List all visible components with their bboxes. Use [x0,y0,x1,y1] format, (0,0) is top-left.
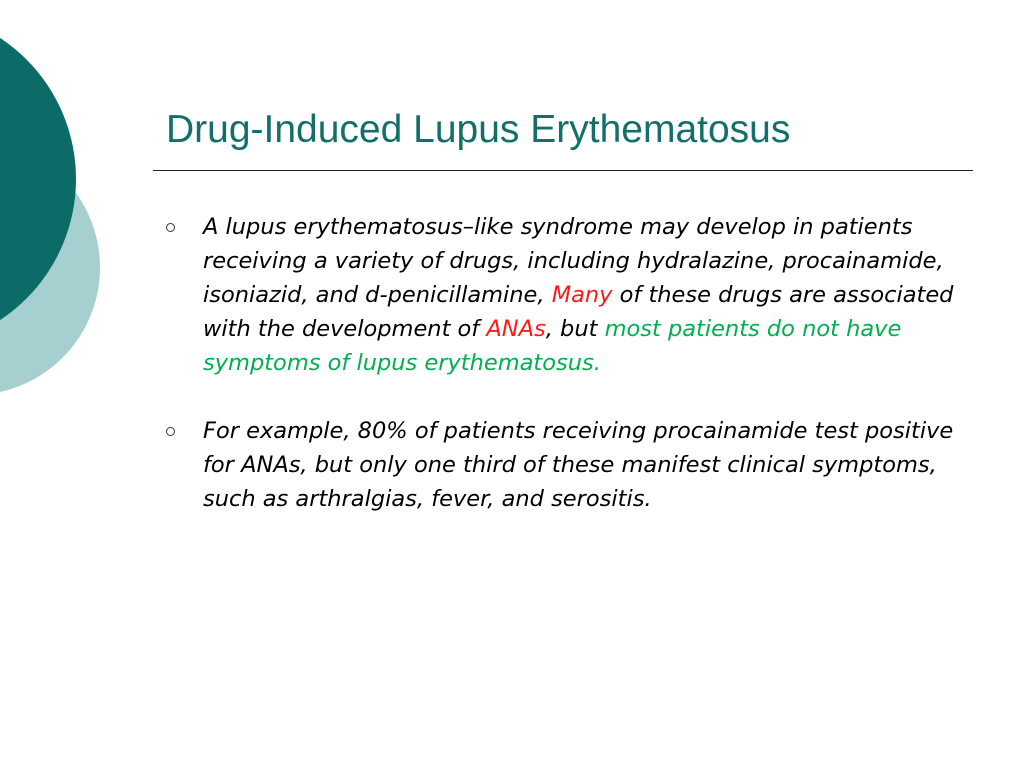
bullet-text: A lupus erythematosus–like syndrome may develop in patients receiving a variety of drugs, including hydralazine, procainamide, isoniazid, and d-penicillamine, [203,214,944,308]
bullet-text: For example, 80% of patients receiving procainamide test positive for ANAs, but only one third of these manifest clinical symptoms, such as arthralgias, fever, and serositis. [203,418,954,512]
bullet-item [160,210,960,380]
bullet-item [160,414,960,516]
title-divider [153,170,973,171]
slide-title: Drug-Induced Lupus Erythematosus [166,108,791,151]
circle-bullet-icon [166,427,175,436]
bullet-list [160,210,960,516]
bullet-text: of these drugs are associated with the development of [203,282,954,342]
circle-bullet-icon [166,223,175,232]
highlight-red-text: Many [551,282,613,308]
highlight-red-text: ANAs [486,316,546,342]
bullet-text: , but [545,316,605,342]
highlight-green-text: most patients do not have symptoms of lupus erythematosus. [203,316,902,376]
